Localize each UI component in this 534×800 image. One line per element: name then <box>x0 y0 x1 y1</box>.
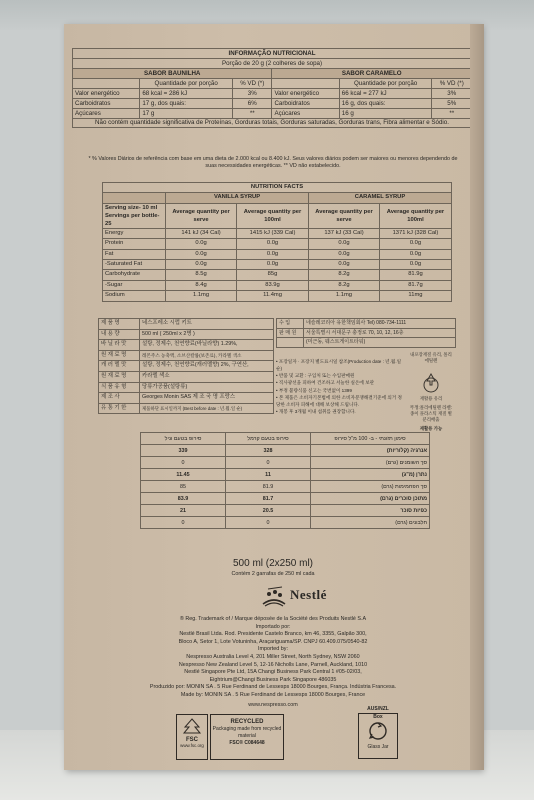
pt-vd: 6% <box>233 99 272 109</box>
table-row <box>277 319 456 329</box>
en-col-100: Average quantity per 100ml <box>237 203 309 228</box>
en-value: 0.0g <box>166 260 237 270</box>
table-row <box>103 260 452 270</box>
kr-bullets <box>276 358 404 416</box>
kr-value: 설탕, 정제수, 천연향료(바닐라향) 1.29%, <box>140 340 274 351</box>
table-row <box>141 481 430 493</box>
kr-value: 당류가공품(설탕류) <box>140 382 274 393</box>
glass-recycle-block <box>358 706 398 759</box>
info-line: ® Reg. Trademark of / Marque déposée de la Société des Produits Nestlé S.A <box>179 616 367 622</box>
en-value: 83.9g <box>237 280 309 290</box>
kr-bullet: • 반품 및 교환 : 구입처 또는 수입판매원 <box>276 373 355 379</box>
table-row <box>277 338 456 348</box>
he-col-caramel: סירופ בטעם קרמל <box>226 433 311 445</box>
en-vanilla-header: VANILLA SYRUP <box>166 193 309 203</box>
pt-label: Valor energético <box>272 89 339 99</box>
table-row <box>99 403 274 414</box>
table-row <box>73 99 472 109</box>
table-row <box>141 469 430 481</box>
glass-box-label: Box <box>373 714 383 720</box>
kr-bullet: • 본 제품은 소비자기본법에 의한 소비자분쟁해결기준에 의거 정당한 소비자 피해에 대해 보상해 드립니다. <box>276 394 402 407</box>
table-row <box>103 228 452 238</box>
info-line: Imported by: <box>258 646 288 653</box>
en-value: 8.2g <box>309 270 380 280</box>
he-value: 11.45 <box>141 469 226 481</box>
he-value: 83.9 <box>141 493 226 505</box>
he-col-vanilla: סירופ בטעם וניל <box>141 433 226 445</box>
en-col-serve: Average quantity per serve <box>309 203 380 228</box>
table-row <box>141 493 430 505</box>
en-label: Sodium <box>103 291 166 301</box>
pt-vd: 5% <box>432 99 472 109</box>
en-value: 0.0g <box>166 249 237 259</box>
kr-value: Georges Monin SAS <box>142 394 192 401</box>
en-label: Protein <box>103 239 166 249</box>
info-line: Made by: MONIN SA . 5 Rue Ferdinand de Lessesps 18000 Bourges, France <box>180 691 366 698</box>
en-value: 0.0g <box>166 239 237 249</box>
pt-subtitle: Porção de 20 g (2 colheres de sopa) <box>73 59 472 69</box>
kr-recycle-note: 뚜껑:폴리에틸렌 라벨:종이 플라스틱 재질 별 분리배출 <box>410 405 452 422</box>
kr-bullet: • 부정 불량식품 신고는 국번없이 1399 <box>276 387 352 393</box>
kr-value: 제품하단 표시일까지 (Best before date : 년.월.일 순) <box>140 403 274 414</box>
info-line: Nestlé Brasil Ltda. Rod. Presidente Castelo Branco, km 46, 3355, Galpão 300, <box>179 631 367 638</box>
en-servings: Servings per bottle- 25 <box>105 212 160 227</box>
recycled-desc: Packaging made from recycled material <box>212 726 282 739</box>
en-label: -Sugar <box>103 280 166 290</box>
pt-vd: 3% <box>432 89 472 99</box>
he-value: 0 <box>226 517 311 529</box>
fsc-logo <box>176 714 208 760</box>
table-row <box>141 457 430 469</box>
pt-value: 17 g <box>140 109 233 119</box>
fsc-code: FSC® C084648 <box>229 740 265 746</box>
pt-vd-header: % VD (*) <box>432 79 472 89</box>
fsc-tree-icon <box>182 718 202 736</box>
he-value: 81.7 <box>226 493 311 505</box>
he-value: 11 <box>226 469 311 481</box>
pt-value: 68 kcal = 286 kJ <box>140 89 233 99</box>
en-value: 85g <box>237 270 309 280</box>
he-nutrition-table <box>140 432 430 529</box>
kr-value: 네슬레코리아 유한책임회사 Tel) 080-734-1111 <box>304 319 456 329</box>
table-row <box>99 350 274 361</box>
en-value: 1.1mg <box>166 291 237 301</box>
kr-recycle-caption: 재활용 가능 <box>419 426 443 431</box>
pt-title: INFORMAÇÃO NUTRICIONAL <box>73 49 472 59</box>
en-value: 1371 kJ (328 Cal) <box>379 228 451 238</box>
kr-key: 캐 러 멜 맛 <box>99 361 140 372</box>
pt-qty-header: Quantidade por porção <box>140 79 233 89</box>
kr-value: (미근동, 웨스트게이트타워) <box>304 338 456 348</box>
kr-product-table <box>98 318 274 414</box>
pt-label: Valor energético <box>73 89 140 99</box>
table-row <box>99 329 274 340</box>
nestle-nest-icon <box>260 584 288 610</box>
volume-main: 500 ml (2x250 ml) <box>232 558 314 569</box>
he-value: 21 <box>141 505 226 517</box>
table-row <box>99 371 274 382</box>
en-label: -Saturated Fat <box>103 260 166 270</box>
kr-key: 판 매 원 <box>277 328 304 338</box>
en-value: 0.0g <box>309 239 380 249</box>
en-value: 11.4mg <box>237 291 309 301</box>
table-row <box>103 249 452 259</box>
kr-bullet: • 포장일자 · 포장지 별도표시일 참조(Production date : 년.월.일 순) <box>276 358 402 371</box>
pt-label: Carboidratos <box>272 99 339 109</box>
glass-box <box>358 713 398 759</box>
he-label: סך הפחמימות (גרם) <box>311 481 430 493</box>
kr-value: 500 ml ( 250ml x 2병 ) <box>140 329 274 340</box>
he-label: כפיות סוכר <box>311 505 430 517</box>
volume-sub: Contém 2 garrafas de 250 ml cada <box>231 571 315 577</box>
recycle-icon <box>420 372 442 394</box>
kr-key: 내 용 량 <box>99 329 140 340</box>
pt-value: 66 kcal = 277 kJ <box>339 89 432 99</box>
info-line: Eightrium@Changi Business Park Singapore 486035 <box>209 676 337 683</box>
en-value: 0.0g <box>237 260 309 270</box>
kr-value: 설탕, 정제수, 천연향료(캐러멜향) 2%, 구연산, <box>140 361 274 372</box>
box-side-edge <box>470 24 484 770</box>
en-label: Energy <box>103 228 166 238</box>
en-title: NUTRITION FACTS <box>103 183 452 193</box>
en-value: 0.0g <box>309 249 380 259</box>
table-row <box>277 328 456 338</box>
kr-bullet: • 직사광선을 피하여 건조하고 서늘한 실온에 보관 <box>276 380 375 386</box>
he-label: חלבונים (גרם) <box>311 517 430 529</box>
glass-region: AUS/NZL <box>367 706 389 712</box>
kr-right-block <box>276 318 456 431</box>
en-value: 81.9g <box>379 270 451 280</box>
pt-label: Carboidratos <box>73 99 140 109</box>
table-row <box>141 505 430 517</box>
pt-value: 16 g, dos quais: <box>339 99 432 109</box>
nestle-logo: Nestlé <box>290 587 327 602</box>
he-value: 0 <box>141 457 226 469</box>
en-label: Fat <box>103 249 166 259</box>
pt-qty-header: Quantidade por porção <box>339 79 432 89</box>
en-caramel-header: CARAMEL SYRUP <box>309 193 452 203</box>
en-label: Carbohydrate <box>103 270 166 280</box>
table-row <box>103 270 452 280</box>
kr-importer-table <box>276 318 456 348</box>
en-value: 81.7g <box>379 280 451 290</box>
pt-vanilla-header: SABOR BAUNILHA <box>73 69 272 79</box>
he-value: 339 <box>141 445 226 457</box>
he-value: 328 <box>226 445 311 457</box>
info-line: Importado por: <box>255 623 291 630</box>
pt-footer-row: Não contém quantidade significativa de Proteínas, Gorduras totais, Gorduras saturadas, Gorduras trans, Fibra alimentar e Sódio. <box>73 119 472 128</box>
pt-label: Açúcares <box>73 109 140 119</box>
kr-value: 네스프레소 시럽 키트 <box>140 319 274 330</box>
pt-vd: ** <box>233 109 272 119</box>
glass-detail: Glass Jar <box>367 744 389 750</box>
kr-key: 제 품 명 <box>99 319 140 330</box>
kr-bullet: • 개봉 후 3개월 이내 섭취를 권장합니다. <box>276 409 356 415</box>
table-row <box>99 340 274 351</box>
he-value: 20.5 <box>226 505 311 517</box>
fsc-label: FSC <box>186 737 198 743</box>
pt-caramel-header: SABOR CARAMELO <box>272 69 472 79</box>
pt-value: 17 g, dos quais: <box>140 99 233 109</box>
en-value: 137 kJ (33 Cal) <box>309 228 380 238</box>
en-value: 0.0g <box>379 239 451 249</box>
kr-recycle-area <box>408 352 454 432</box>
website: www.nespresso.com <box>248 701 298 708</box>
en-nutrition-table <box>102 182 452 302</box>
table-row <box>99 393 274 404</box>
table-row <box>73 89 472 99</box>
kr-key <box>277 338 304 348</box>
pt-vd: ** <box>432 109 472 119</box>
table-row <box>103 239 452 249</box>
kr-key: 원 재 료 명 <box>99 350 140 361</box>
fsc-site: www.fsc.org <box>180 743 204 748</box>
kr-recycle-label: 재활용 유리 <box>419 396 443 401</box>
info-line: Bloco A, Setor 1, Lote Votuninha, Araçariguama/SP. CNPJ 60.409.075/0540-82 <box>178 638 368 645</box>
table-row <box>99 382 274 393</box>
en-value: 1.1mg <box>309 291 380 301</box>
he-header-title: סימון תזונתי - ב- 100 מ"ל סירופ <box>311 433 430 445</box>
recycled-label: RECYCLED <box>230 719 264 725</box>
he-value: 81.9 <box>226 481 311 493</box>
en-value: 0.0g <box>237 239 309 249</box>
pt-note: * % Valores Diários de referência com base em uma dieta de 2.000 kcal ou 8.400 kJ. Seus valores diários podem ser maiores ou menores dependendo de suas necessidades energéticas. ** VD não estabelecido. <box>88 156 458 169</box>
en-value: 11mg <box>379 291 451 301</box>
kr-key: 수 입 <box>277 319 304 329</box>
pt-vd-header: % VD (*) <box>233 79 272 89</box>
table-row <box>141 445 430 457</box>
table-row <box>99 319 274 330</box>
kr-key: 식 품 유 형 <box>99 382 140 393</box>
recycle-loop-icon <box>367 720 389 742</box>
importer-info <box>64 616 482 709</box>
table-row <box>99 361 274 372</box>
table-row <box>141 517 430 529</box>
kr-key: 제 조 사 <box>99 393 140 404</box>
product-box <box>64 24 482 770</box>
en-value: 8.5g <box>166 270 237 280</box>
en-serving-size: Serving size- 10 ml <box>105 204 158 211</box>
pt-vd: 3% <box>233 89 272 99</box>
kr-value: 서울특별시 서대문구 충정로 70, 10, 12, 16층 <box>304 328 456 338</box>
kr-key: 원 재 료 명 <box>99 371 140 382</box>
en-value: 0.0g <box>309 260 380 270</box>
table-row <box>103 291 452 301</box>
kr-package: 내포장재질 유리, 폴리에틸렌 <box>410 352 452 363</box>
kr-key: 유 통 기 한 <box>99 403 140 414</box>
he-label: אנרגיה (קלוריות) <box>311 445 430 457</box>
info-line: Nespresso Australia Level 4, 201 Miller Street, North Sydney, NSW 2060 <box>186 653 360 660</box>
en-value: 0.0g <box>379 260 451 270</box>
kr-value: 카라멜 색소 <box>140 371 274 382</box>
table-row <box>73 109 472 119</box>
kr-key: 바 닐 라 맛 <box>99 340 140 351</box>
he-value: 85 <box>141 481 226 493</box>
pt-nutrition-table <box>72 48 472 128</box>
en-col-serve: Average quantity per serve <box>166 203 237 228</box>
en-col-100: Average quantity per 100ml <box>379 203 451 228</box>
recycled-box <box>210 714 284 760</box>
en-value: 8.4g <box>166 280 237 290</box>
he-value: 0 <box>141 517 226 529</box>
kr-value: 레몬주스 농축액, 소브산칼륨(보존료), 카라멜 색소 <box>140 350 274 361</box>
he-label: סך השומנים (גרם) <box>311 457 430 469</box>
en-value: 141 kJ (34 Cal) <box>166 228 237 238</box>
en-value: 8.2g <box>309 280 380 290</box>
en-value: 0.0g <box>379 249 451 259</box>
kr-country: 제 조 국 명 프랑스 <box>192 394 236 401</box>
he-label: נתרן (מ"ג) <box>311 469 430 481</box>
table-row <box>103 280 452 290</box>
en-value: 1415 kJ (339 Cal) <box>237 228 309 238</box>
info-line: Nespresso New Zealand Level 5, 12-16 Nicholls Lane, Parnell, Auckland, 1010 <box>178 661 368 668</box>
pt-value: 16 g <box>339 109 432 119</box>
info-line: Nestlé Singapore Pte Ltd, 15A Changi Business Park Central 1 #05-02/03, <box>184 669 362 676</box>
he-label: מתוכן סוכרים (גרם) <box>311 493 430 505</box>
en-value: 0.0g <box>237 249 309 259</box>
info-line: Produzido por: MONIN SA . 5 Rue Ferdinand de Lessesps 18000 Bourges, França. Indústria Francesa. <box>149 684 397 691</box>
he-value: 0 <box>226 457 311 469</box>
pt-label: Açúcares <box>272 109 339 119</box>
